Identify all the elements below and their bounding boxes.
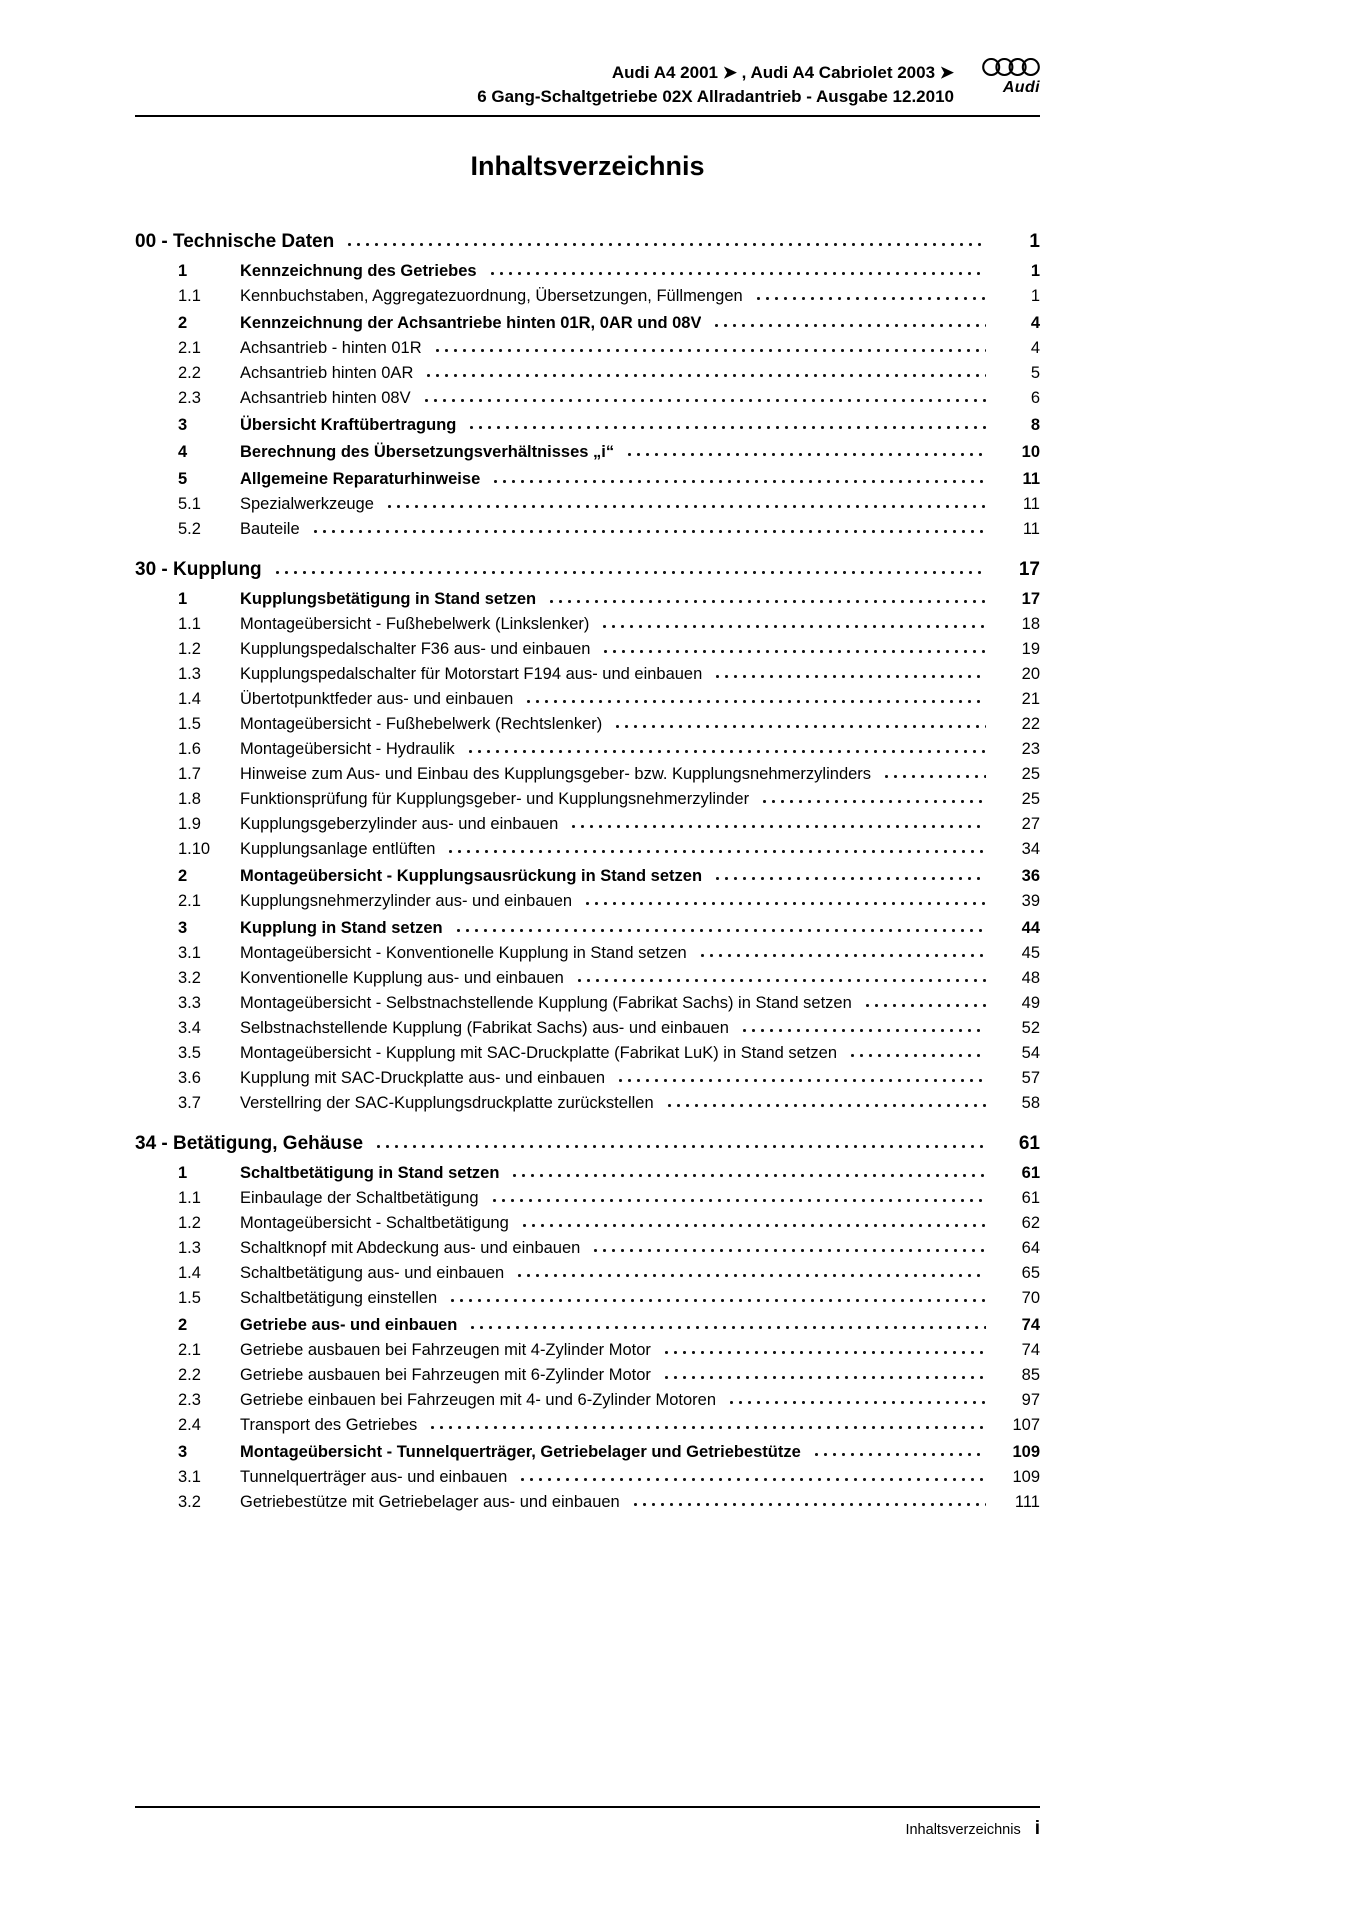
toc-page-number: 109	[1012, 1468, 1040, 1486]
toc-entry[interactable]	[135, 413, 1040, 438]
toc-entry-title: Kupplung in Stand setzen	[240, 919, 443, 937]
dot-leader	[575, 966, 986, 991]
toc-entry[interactable]	[135, 1388, 1040, 1413]
toc-page-number: 57	[1021, 1069, 1040, 1087]
toc-page-number: 85	[1021, 1366, 1040, 1384]
toc-page-number: 58	[1021, 1094, 1040, 1112]
toc-entry-number: 1.1	[178, 1189, 201, 1207]
dot-leader	[524, 687, 986, 712]
toc-entry-title: Getriebe einbauen bei Fahrzeugen mit 4- und 6-Zylinder Motoren	[240, 1391, 717, 1409]
toc-entry[interactable]	[135, 1465, 1040, 1490]
page-footer	[135, 1818, 1040, 1840]
toc-entry-number: 3.7	[178, 1094, 201, 1112]
toc-entry-number: 3	[178, 919, 188, 937]
page-title: Inhaltsverzeichnis	[470, 151, 705, 181]
header-text-block	[477, 56, 954, 109]
toc-entry-number: 5.2	[178, 520, 201, 538]
dot-leader	[345, 228, 986, 256]
toc-entry[interactable]	[135, 1066, 1040, 1091]
toc-entry-title: Transport des Getriebes	[240, 1416, 418, 1434]
toc-entry-number: 1.1	[178, 287, 201, 305]
toc-entry-number: 3.1	[178, 1468, 201, 1486]
dot-leader	[385, 492, 986, 517]
toc-page-number: 10	[1021, 443, 1040, 461]
toc-entry-number: 3.4	[178, 1019, 201, 1037]
dot-leader	[600, 612, 986, 637]
toc-entry-number: 5.1	[178, 495, 201, 513]
toc-entry-title: Montageübersicht - Selbstnachstellende Kupplung (Fabrikat Sachs) in Stand setzen	[240, 994, 852, 1012]
audi-wordmark: Audi	[1002, 79, 1040, 96]
toc-page-number: 21	[1021, 690, 1040, 708]
toc-entry-title: Kupplungsanlage entlüften	[240, 840, 436, 858]
toc-entry-number: 1.4	[178, 1264, 201, 1282]
toc-page-number: 39	[1021, 892, 1040, 910]
toc-entry-number: 3.2	[178, 969, 201, 987]
toc-page-number: 64	[1021, 1239, 1040, 1257]
toc-entry[interactable]	[135, 737, 1040, 762]
toc-entry-title: Montageübersicht - Konventionelle Kupplung in Stand setzen	[240, 944, 687, 962]
toc-entry-number: 1	[178, 262, 188, 280]
toc-entry-number: 3.3	[178, 994, 201, 1012]
dot-leader	[583, 889, 986, 914]
dot-leader	[515, 1261, 986, 1286]
toc-entry[interactable]	[135, 1236, 1040, 1261]
toc-entry-number: 1.2	[178, 640, 201, 658]
toc-entry[interactable]	[135, 1313, 1040, 1338]
header-edition-line: 6 Gang-Schaltgetriebe 02X Allradantrieb - Ausgabe 12.2010	[477, 87, 954, 106]
toc-entry[interactable]	[135, 812, 1040, 837]
toc-entry-number: 3.2	[178, 1493, 201, 1511]
toc-entry[interactable]	[135, 1186, 1040, 1211]
toc-entry-title: Montageübersicht - Fußhebelwerk (Rechtslenker)	[240, 715, 603, 733]
toc-entry-number: 1.5	[178, 1289, 201, 1307]
toc-entry-number: 1.1	[178, 615, 201, 633]
toc-section-header[interactable]	[135, 556, 1040, 584]
toc-entry[interactable]	[135, 1016, 1040, 1041]
toc-entry-title: Montageübersicht - Fußhebelwerk (Linkslenker)	[240, 615, 590, 633]
toc-section-header[interactable]	[135, 1130, 1040, 1158]
toc-entry-title: Kupplungsbetätigung in Stand setzen	[240, 590, 537, 608]
toc-entry-number: 1	[178, 590, 188, 608]
dot-leader	[448, 1286, 986, 1311]
toc-entry-title: Hinweise zum Aus- und Einbau des Kupplungsgeber- bzw. Kupplungsnehmerzylinders	[240, 765, 872, 783]
toc-page-number: 45	[1021, 944, 1040, 962]
toc-page-number: 44	[1021, 919, 1040, 937]
toc-entry-title: Achsantrieb hinten 0AR	[240, 364, 414, 382]
toc-entry[interactable]	[135, 991, 1040, 1016]
toc-entry[interactable]	[135, 1413, 1040, 1438]
toc-entry-title: Getriebe ausbauen bei Fahrzeugen mit 4-Zylinder Motor	[240, 1341, 651, 1359]
dot-leader	[488, 259, 986, 284]
dot-leader	[491, 467, 986, 492]
toc-entry[interactable]	[135, 259, 1040, 284]
toc-page-number: 61	[1018, 1133, 1040, 1154]
toc-entry-number: 3.6	[178, 1069, 201, 1087]
toc-section-header[interactable]	[135, 228, 1040, 256]
dot-leader	[467, 413, 986, 438]
toc-section-label: 30 - Kupplung	[135, 559, 262, 580]
toc-entry-title: Kupplungspedalschalter für Motorstart F194 aus- und einbauen	[240, 665, 703, 683]
toc-entry-number: 2.1	[178, 339, 201, 357]
dot-leader	[754, 284, 986, 309]
toc-entry[interactable]	[135, 1338, 1040, 1363]
toc-entry-title: Funktionsprüfung für Kupplungsgeber- und Kupplungsnehmerzylinder	[240, 790, 750, 808]
toc-entry[interactable]	[135, 1041, 1040, 1066]
dot-leader	[882, 762, 986, 787]
toc-entry-title: Montageübersicht - Kupplungsausrückung in Stand setzen	[240, 867, 703, 885]
toc-page-number: 11	[1022, 470, 1040, 488]
toc-entry-title: Berechnung des Übersetzungsverhältnisses „i“	[240, 443, 615, 461]
toc-entry-title: Einbaulage der Schaltbetätigung	[240, 1189, 479, 1207]
toc-page-number: 17	[1018, 559, 1040, 580]
toc-page-number: 1	[1030, 287, 1040, 305]
dot-leader	[569, 812, 986, 837]
toc-entry-number: 2	[178, 867, 188, 885]
dot-leader	[863, 991, 986, 1016]
toc-entry[interactable]	[135, 612, 1040, 637]
toc-entry-title: Kennzeichnung des Getriebes	[240, 262, 477, 280]
toc-page-number: 52	[1021, 1019, 1040, 1037]
toc-entry-title: Konventionelle Kupplung aus- und einbauen	[240, 969, 564, 987]
dot-leader	[713, 662, 986, 687]
toc-entry-title: Allgemeine Reparaturhinweise	[240, 470, 481, 488]
toc-entry[interactable]	[135, 1490, 1040, 1515]
dot-leader	[468, 1313, 986, 1338]
toc-entry-title: Kupplungsgeberzylinder aus- und einbauen	[240, 815, 559, 833]
dot-leader	[591, 1236, 986, 1261]
toc-entry-number: 2.2	[178, 1366, 201, 1384]
dot-leader	[713, 864, 986, 889]
toc-entry[interactable]	[135, 1286, 1040, 1311]
toc-entry[interactable]	[135, 517, 1040, 542]
toc-entry-number: 5	[178, 470, 188, 488]
toc-entry-title: Selbstnachstellende Kupplung (Fabrikat Sachs) aus- und einbauen	[240, 1019, 729, 1037]
toc-entry[interactable]	[135, 941, 1040, 966]
toc-entry-title: Getriebe aus- und einbauen	[240, 1316, 458, 1334]
toc-entry[interactable]	[135, 1211, 1040, 1236]
toc-entry-title: Schaltbetätigung in Stand setzen	[240, 1164, 500, 1182]
toc-page-number: 19	[1021, 640, 1040, 658]
dot-leader	[466, 737, 986, 762]
toc-entry[interactable]	[135, 311, 1040, 336]
dot-leader	[760, 787, 986, 812]
toc-entry-title: Getriebe ausbauen bei Fahrzeugen mit 6-Zylinder Motor	[240, 1366, 651, 1384]
toc-entry-title: Schaltbetätigung aus- und einbauen	[240, 1264, 505, 1282]
toc-page-number: 111	[1014, 1493, 1040, 1511]
toc-entry[interactable]	[135, 492, 1040, 517]
toc-page-number: 65	[1021, 1264, 1040, 1282]
footer-page-number: i	[1034, 1818, 1040, 1839]
header-divider	[135, 115, 1040, 117]
dot-leader	[712, 311, 986, 336]
toc-page-number: 74	[1021, 1316, 1040, 1334]
dot-leader	[433, 336, 986, 361]
toc-section-label: 34 - Betätigung, Gehäuse	[135, 1133, 364, 1154]
toc-entry[interactable]	[135, 687, 1040, 712]
toc-page-number: 23	[1021, 740, 1040, 758]
toc-entry-title: Montageübersicht - Kupplung mit SAC-Druckplatte (Fabrikat LuK) in Stand setzen	[240, 1044, 838, 1062]
toc-entry-title: Verstellring der SAC-Kupplungsdruckplatte zurückstellen	[240, 1094, 654, 1112]
toc-entry-title: Kupplungspedalschalter F36 aus- und einbauen	[240, 640, 591, 658]
toc-entry[interactable]	[135, 889, 1040, 914]
dot-leader	[662, 1338, 986, 1363]
toc-entry[interactable]	[135, 712, 1040, 737]
dot-leader	[518, 1465, 986, 1490]
toc-entry[interactable]	[135, 916, 1040, 941]
toc-entry-title: Kupplungsnehmerzylinder aus- und einbauen	[240, 892, 573, 910]
toc-entry[interactable]	[135, 1261, 1040, 1286]
toc-entry[interactable]	[135, 587, 1040, 612]
toc-page-number: 61	[1021, 1164, 1040, 1182]
audi-rings-icon	[982, 56, 1040, 78]
toc-entry-number: 1.2	[178, 1214, 201, 1232]
header-model-line: Audi A4 2001 ➤ , Audi A4 Cabriolet 2003 ➤	[611, 63, 954, 82]
dot-leader	[625, 440, 986, 465]
toc-entry-number: 1.10	[178, 840, 211, 858]
dot-leader	[510, 1161, 986, 1186]
toc-page-number: 11	[1022, 520, 1040, 538]
toc-entry-number: 1.3	[178, 1239, 201, 1257]
document-page	[135, 0, 1040, 1515]
dot-leader	[613, 712, 986, 737]
dot-leader	[374, 1130, 986, 1158]
toc-page-number: 18	[1021, 615, 1040, 633]
toc-page-number: 107	[1012, 1416, 1040, 1434]
toc-entry-number: 3	[178, 416, 188, 434]
toc-page-number: 70	[1021, 1289, 1040, 1307]
dot-leader	[424, 361, 986, 386]
audi-logo	[982, 56, 1040, 97]
dot-leader	[273, 556, 986, 584]
toc-entry[interactable]	[135, 361, 1040, 386]
toc-page-number: 61	[1021, 1189, 1040, 1207]
dot-leader	[698, 941, 986, 966]
toc-entry[interactable]	[135, 386, 1040, 411]
toc-entry[interactable]	[135, 1363, 1040, 1388]
table-of-contents	[135, 228, 1040, 1515]
toc-entry-title: Tunnelquerträger aus- und einbauen	[240, 1468, 508, 1486]
toc-entry-title: Schaltknopf mit Abdeckung aus- und einbauen	[240, 1239, 581, 1257]
dot-leader	[520, 1211, 986, 1236]
toc-page-number: 34	[1021, 840, 1040, 858]
dot-leader	[428, 1413, 986, 1438]
toc-page-number: 4	[1030, 339, 1040, 357]
toc-page-number: 25	[1021, 765, 1040, 783]
toc-entry[interactable]	[135, 1161, 1040, 1186]
toc-entry-number: 1.4	[178, 690, 201, 708]
toc-page-number: 109	[1012, 1443, 1040, 1461]
toc-entry-number: 1.9	[178, 815, 201, 833]
toc-entry-number: 2.2	[178, 364, 201, 382]
toc-page-number: 97	[1021, 1391, 1040, 1409]
dot-leader	[547, 587, 986, 612]
toc-entry[interactable]	[135, 762, 1040, 787]
toc-entry[interactable]	[135, 1440, 1040, 1465]
toc-entry-title: Übertotpunktfeder aus- und einbauen	[240, 690, 514, 708]
toc-entry[interactable]	[135, 864, 1040, 889]
toc-page-number: 48	[1021, 969, 1040, 987]
toc-entry-number: 2.1	[178, 892, 201, 910]
toc-entry-title: Spezialwerkzeuge	[240, 495, 374, 513]
toc-entry[interactable]	[135, 662, 1040, 687]
dot-leader	[422, 386, 986, 411]
toc-page-number: 6	[1030, 389, 1040, 407]
dot-leader	[662, 1363, 986, 1388]
dot-leader	[490, 1186, 986, 1211]
toc-page-number: 36	[1021, 867, 1040, 885]
toc-page-number: 25	[1021, 790, 1040, 808]
toc-entry-number: 2.3	[178, 1391, 201, 1409]
toc-page-number: 74	[1021, 1341, 1040, 1359]
dot-leader	[665, 1091, 986, 1116]
dot-leader	[727, 1388, 986, 1413]
toc-entry[interactable]	[135, 787, 1040, 812]
toc-entry[interactable]	[135, 336, 1040, 361]
toc-entry-number: 2.4	[178, 1416, 201, 1434]
toc-entry-title: Übersicht Kraftübertragung	[240, 416, 457, 434]
toc-entry-number: 3	[178, 1443, 188, 1461]
toc-entry-number: 2.3	[178, 389, 201, 407]
toc-entry-number: 2	[178, 1316, 188, 1334]
toc-entry-number: 1.3	[178, 665, 201, 683]
toc-entry-title: Achsantrieb - hinten 01R	[240, 339, 422, 357]
toc-page-number: 17	[1021, 590, 1040, 608]
toc-page-number: 49	[1021, 994, 1040, 1012]
toc-page-number: 8	[1030, 416, 1040, 434]
toc-entry-number: 1.6	[178, 740, 201, 758]
dot-leader	[848, 1041, 986, 1066]
toc-page-number: 27	[1021, 815, 1040, 833]
dot-leader	[454, 916, 986, 941]
toc-entry-title: Kennbuchstaben, Aggregatezuordnung, Übersetzungen, Füllmengen	[240, 287, 743, 305]
toc-entry[interactable]	[135, 284, 1040, 309]
toc-entry[interactable]	[135, 837, 1040, 862]
toc-page-number: 11	[1022, 495, 1040, 513]
toc-entry-number: 1.7	[178, 765, 201, 783]
toc-entry-title: Schaltbetätigung einstellen	[240, 1289, 438, 1307]
toc-page-number: 1	[1029, 231, 1040, 252]
toc-entry[interactable]	[135, 1091, 1040, 1116]
toc-entry-title: Achsantrieb hinten 08V	[240, 389, 411, 407]
toc-section-label: 00 - Technische Daten	[135, 231, 335, 252]
toc-page-number: 20	[1021, 665, 1040, 683]
footer-divider	[135, 1806, 1040, 1808]
toc-entry[interactable]	[135, 637, 1040, 662]
toc-entry[interactable]	[135, 467, 1040, 492]
toc-entry-title: Kupplung mit SAC-Druckplatte aus- und einbauen	[240, 1069, 606, 1087]
toc-page-number: 62	[1021, 1214, 1040, 1232]
footer-label: Inhaltsverzeichnis	[905, 1822, 1021, 1838]
dot-leader	[740, 1016, 986, 1041]
toc-entry-number: 2	[178, 314, 188, 332]
toc-entry-title: Montageübersicht - Tunnelquerträger, Getriebelager und Getriebestütze	[240, 1443, 801, 1461]
toc-entry-number: 1.8	[178, 790, 201, 808]
toc-entry-number: 1.5	[178, 715, 201, 733]
toc-entry-number: 1	[178, 1164, 188, 1182]
toc-entry[interactable]	[135, 440, 1040, 465]
toc-entry-number: 4	[178, 443, 188, 461]
toc-entry-title: Bauteile	[240, 520, 300, 538]
dot-leader	[616, 1066, 986, 1091]
toc-entry-title: Getriebestütze mit Getriebelager aus- und einbauen	[240, 1493, 620, 1511]
toc-page-number: 54	[1021, 1044, 1040, 1062]
toc-entry-title: Montageübersicht - Hydraulik	[240, 740, 455, 758]
dot-leader	[446, 837, 986, 862]
dot-leader	[601, 637, 986, 662]
toc-page-number: 1	[1030, 262, 1040, 280]
toc-page-number: 22	[1021, 715, 1040, 733]
dot-leader	[631, 1490, 986, 1515]
page-header	[135, 0, 1040, 109]
toc-entry-number: 3.1	[178, 944, 201, 962]
toc-entry-title: Kennzeichnung der Achsantriebe hinten 01R, 0AR und 08V	[240, 314, 702, 332]
toc-page-number: 4	[1030, 314, 1040, 332]
dot-leader	[812, 1440, 986, 1465]
toc-entry-number: 2.1	[178, 1341, 201, 1359]
toc-entry[interactable]	[135, 966, 1040, 991]
toc-entry-title: Montageübersicht - Schaltbetätigung	[240, 1214, 509, 1232]
toc-page-number: 5	[1030, 364, 1040, 382]
toc-entry-number: 3.5	[178, 1044, 201, 1062]
dot-leader	[311, 517, 986, 542]
